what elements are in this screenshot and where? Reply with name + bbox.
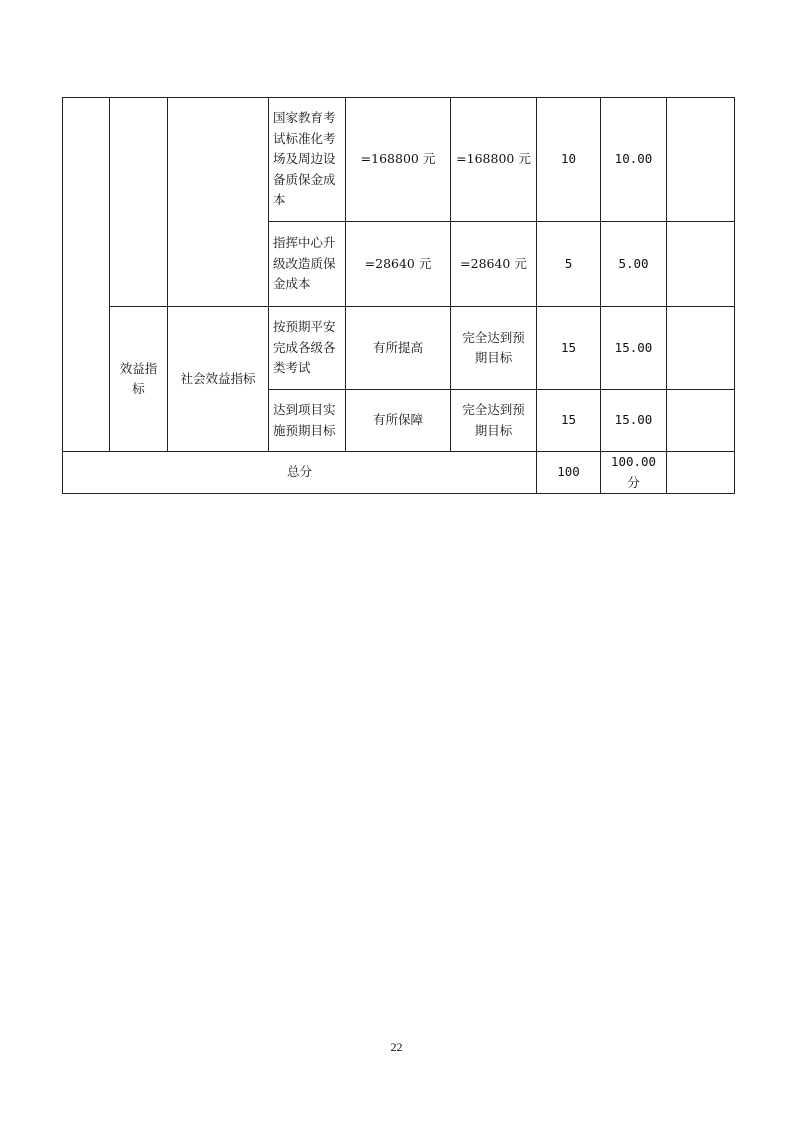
score-cell: 15.00 [601,390,667,452]
level2-cell-benefit [110,307,168,452]
indicator-cell: 按预期平安完成各级各类考试 [269,307,346,390]
total-label-cell: 总分 [63,452,537,494]
total-score-cell [601,452,667,494]
actual-text: 完全达到预期目标 [462,402,525,438]
level2-label: 效益指标 [119,360,158,396]
indicator-cell: 指挥中心升级改造质保金成本 [269,222,346,307]
actual-cell: =168800 元 [451,98,537,222]
total-weight-cell: 100 [537,452,601,494]
target-cell: 有所提高 [346,307,451,390]
actual-text: 完全达到预期目标 [462,329,525,365]
level3-cell-social: 社会效益指标 [168,307,269,452]
page-number: 22 [390,1040,403,1054]
indicator-cell: 达到项目实施预期目标 [269,390,346,452]
actual-cell: =28640 元 [451,222,537,307]
score-cell: 15.00 [601,307,667,390]
actual-cell [451,307,537,390]
note-cell [667,98,735,222]
level2-cell-cost [110,98,168,307]
score-cell: 5.00 [601,222,667,307]
score-cell: 10.00 [601,98,667,222]
total-score-text: 100.00分 [610,454,657,490]
total-row [63,452,735,494]
note-cell [667,390,735,452]
target-cell: =28640 元 [346,222,451,307]
weight-cell: 10 [537,98,601,222]
total-note-cell [667,452,735,494]
target-cell: =168800 元 [346,98,451,222]
weight-cell: 15 [537,390,601,452]
note-cell [667,307,735,390]
actual-cell [451,390,537,452]
performance-table [62,97,735,494]
level1-cell [63,98,110,452]
weight-cell: 5 [537,222,601,307]
table-row [63,307,735,390]
target-cell: 有所保障 [346,390,451,452]
table-row [63,98,735,222]
note-cell [667,222,735,307]
level3-cell-cost [168,98,269,307]
weight-cell: 15 [537,307,601,390]
indicator-cell: 国家教育考试标准化考场及周边设备质保金成本 [269,98,346,222]
